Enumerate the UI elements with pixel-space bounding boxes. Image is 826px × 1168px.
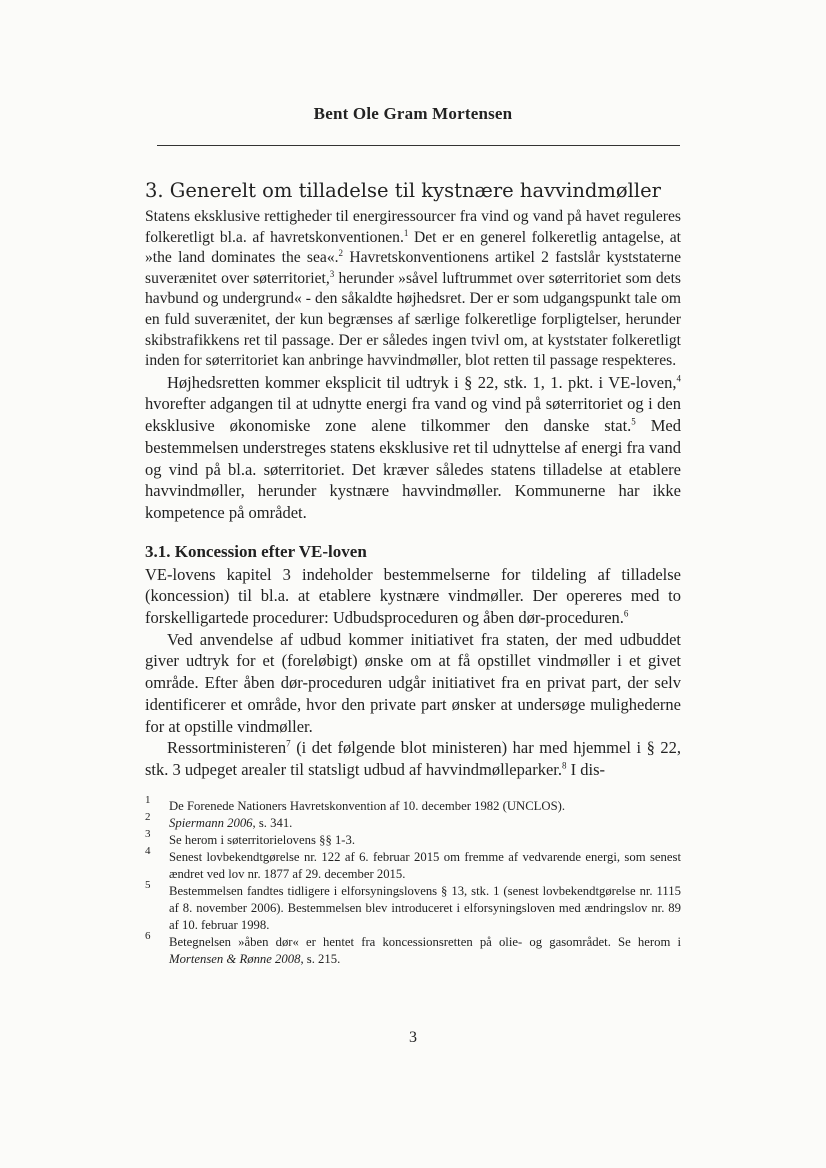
paragraph: Højhedsretten kommer eksplicit til udtryk i § 22, stk. 1, 1. pkt. i VE-loven,$^4$ hvorefter adgangen til at udnytte energi fra vand og vind på søterritoriet og i den eksklusive økonomiske zone alene tilkommer den danske stat.$^5$ Med bestemmelsen understreges statens eksklusive ret til udnyttelse af energi fra vand og vind på bl.a. søterritoriet. Det kræver således statens tilladelse at etablere havvindmøller, herunder kystnære havvindmøller. Kommunerne har ikke kompetence på området. (145, 372, 681, 522)
footnote-number: 6 (145, 929, 151, 942)
paragraph: Statens eksklusive rettigheder til energiressourcer fra vind og vand på havet reguleres folkeretligt bl.a. af havretskonventionen.$^1$ Det er en generel folkeretlig antagelse, at »the land dominates the sea«.$^2$ Havretskonventionens artikel 2 fastslår kyststaterne suverænitet over søterritoriet,$^3$ herunder »såvel luftrummet over søterritoriet som dets havbund og undergrund« - den såkaldte højhedsret. Der er som udgangspunkt tale om en fuld suverænitet, der kun begrænses af særlige folkeretlige forpligtelser, herunder skibstrafikkens ret til passage. Der er således ingen tvivl om, at kyststater folkeretligt inden for søterritoriet kan anbringe havvindmøller, blot retten til passage respekteres. (145, 208, 681, 370)
footnote-text: Se herom i søterritorielovens §§ 1-3. (169, 832, 356, 847)
footnote (145, 929, 681, 968)
footnote (145, 844, 681, 883)
footnote-text: Senest lovbekendtgørelse nr. 122 af 6. februar 2015 om fremme af vedvarende energi, som senest ændret ved lov nr. 1877 af 29. december 2015. (169, 849, 681, 881)
footnote-ref[interactable]: 4 (676, 373, 681, 384)
footnote-text: De Forenede Nationers Havretskonvention af 10. december 1982 (UNCLOS). (169, 798, 566, 813)
paragraph: VE-lovens kapitel 3 indeholder bestemmelserne for tildeling af tilladelse (koncession) til bl.a. at etablere kystnære vindmøller. Der opereres med to forskelligartede procedurer: Udbudsproceduren og åben dør-proceduren.$^6$ (145, 564, 681, 628)
footnote (145, 793, 681, 815)
footnote (145, 810, 681, 832)
footnote-ref[interactable]: 1 (403, 227, 409, 238)
paragraph: Ressortministeren$^7$ (i det følgende blot ministeren) har med hjemmel i § 22, stk. 3 udpeget arealer til statsligt udbud af havvindmølleparker.$^8$ I dis- (145, 738, 681, 779)
footnote-number: 3 (145, 827, 151, 840)
footnote-text: Spiermann 2006, s. 341. (169, 815, 293, 830)
footnote-number: 4 (145, 844, 151, 857)
footnote-number: 5 (145, 878, 151, 891)
footnote-ref[interactable]: 5 (631, 416, 636, 427)
footnote-number: 1 (145, 793, 151, 806)
footnote-ref[interactable]: 2 (338, 248, 344, 258)
running-head: Bent Ole Gram Mortensen (313, 104, 513, 123)
footnote-text: Betegnelsen »åben dør« er hentet fra koncessionsretten på olie- og gasområdet. Se herom i Mortensen & Rønne 2008, s. 215. (169, 934, 681, 966)
paragraph: Ved anvendelse af udbud kommer initiativet fra staten, der med udbuddet giver udtryk for et (foreløbigt) ønske om at få opstillet vindmøller i et givet område. Efter åben dør-proceduren udgår initiativet fra en privat part, der selv identificerer et område, hvor den private part ønsker at undersøge mulighederne for at opstille vindmøller. (145, 629, 681, 736)
footnote-ref[interactable]: 3 (329, 268, 335, 279)
body-text (145, 178, 681, 968)
chapter-title: 3. Generelt om tilladelse til kystnære havvindmøller (145, 179, 661, 202)
header-rule (157, 145, 680, 146)
footnote-ref[interactable]: 7 (286, 738, 291, 749)
footnote (145, 827, 681, 849)
footnote-number: 2 (145, 810, 151, 823)
page-number: 3 (409, 1029, 417, 1046)
footnote-ref[interactable]: 8 (561, 760, 567, 771)
footnote-ref[interactable]: 6 (623, 608, 629, 619)
footnote (145, 878, 681, 934)
footnotes (145, 793, 681, 968)
footnote-text: Bestemmelsen fandtes tidligere i elforsyningslovens § 13, stk. 1 (senest lovbekendtgørelse nr. 1115 af 8. november 2006). Bestemmelsen blev introduceret i elforsyningsloven med ændringslov nr. 89 af 10. februar 1998. (169, 883, 681, 932)
section-title: 3.1. Koncession efter VE-loven (145, 541, 367, 561)
